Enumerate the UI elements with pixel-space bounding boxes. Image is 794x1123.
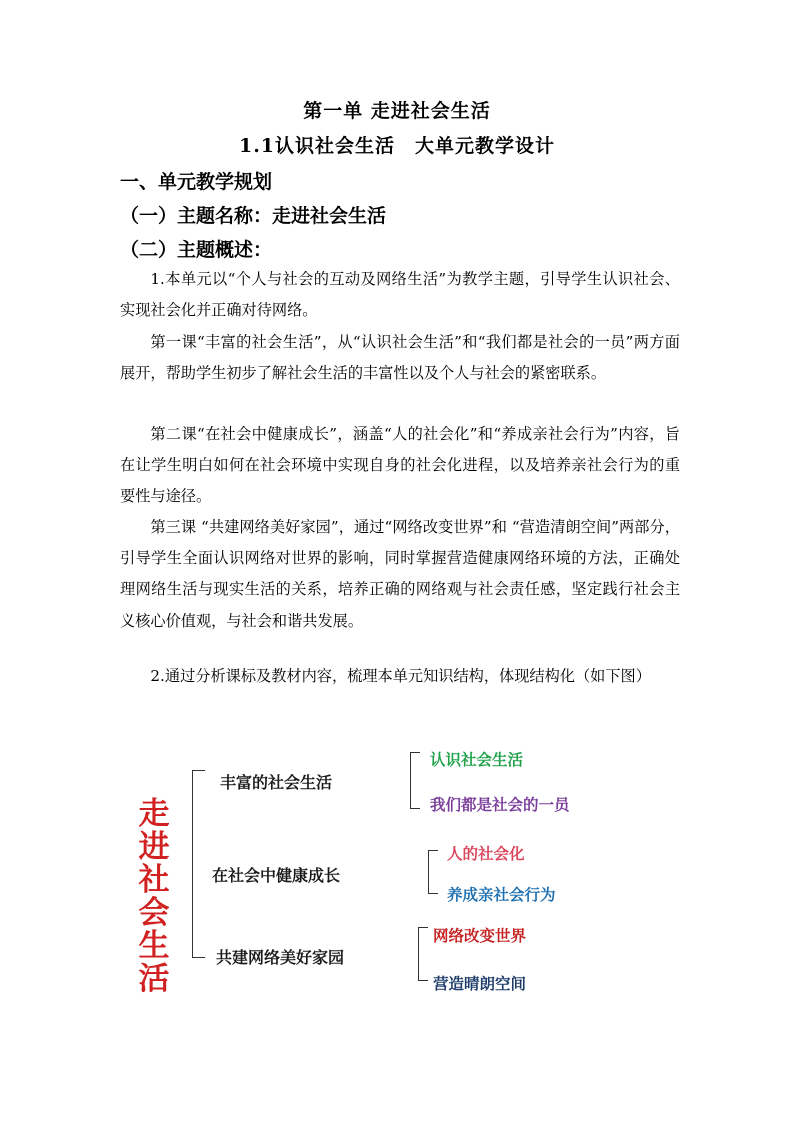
leaf-label-2-1: 人的社会化 bbox=[447, 845, 525, 863]
leaf-label-1-1: 认识社会生活 bbox=[430, 751, 524, 769]
page-title: 第一单 走进社会生活 bbox=[303, 100, 491, 122]
branch-brace-2 bbox=[428, 850, 438, 894]
section-heading-theme-overview: （二）主题概述： bbox=[120, 239, 273, 261]
leaf-label-2-2: 养成亲社会行为 bbox=[447, 886, 556, 904]
section-heading-theme-name: （一）主题名称：走进社会生活 bbox=[120, 205, 387, 227]
branch-brace-1 bbox=[410, 752, 420, 809]
section-heading-planning: 一、单元教学规划 bbox=[120, 171, 273, 193]
branch-label-2: 在社会中健康成长 bbox=[212, 866, 341, 885]
paragraph-lesson-one: 第一课“丰富的社会生活”，从“认识社会生活”和“我们都是社会的一员”两方面展开，帮助学生初步了解社会生活的丰富性以及个人与社会的紧密联系。 bbox=[120, 333, 680, 383]
paragraph-intro: 1.本单元以“个人与社会的互动及网络生活”为教学主题，引导学生认识社会、实现社会化并正确对待网络。 bbox=[120, 270, 680, 320]
paragraph-lesson-three: 第三课 “共建网络美好家园”，通过“网络改变世界”和 “营造清朗空间”两部分，引导学生全面认识网络对世界的影响，同时掌握营造健康网络环境的方法，正确处理网络生活与现实生活的关系，培养正确的网络观与社会责任感，坚定践行社会主义核心价值观，与社会和谐共发展。 bbox=[120, 518, 680, 630]
branch-brace-3 bbox=[418, 927, 428, 981]
paragraph-lesson-two: 第二课“在社会中健康成长”，涵盖“人的社会化”和“养成亲社会行为”内容，旨在让学生明白如何在社会环境中实现自身的社会化进程，以及培养亲社会行为的重要性与途径。 bbox=[120, 425, 680, 506]
leaf-label-3-1: 网络改变世界 bbox=[433, 927, 527, 945]
paragraph-structure: 2.通过分析课标及教材内容，梳理本单元知识结构，体现结构化（如下图） bbox=[150, 667, 651, 685]
branch-label-3: 共建网络美好家园 bbox=[216, 948, 345, 967]
diagram-root: 走进社会生活 bbox=[138, 796, 170, 997]
knowledge-structure-diagram bbox=[120, 730, 680, 1010]
branch-label-1: 丰富的社会生活 bbox=[220, 773, 333, 792]
leaf-label-3-2: 营造晴朗空间 bbox=[433, 975, 527, 993]
leaf-label-1-2: 我们都是社会的一员 bbox=[430, 796, 570, 814]
main-brace bbox=[192, 770, 205, 958]
page-subtitle: 1.1认识社会生活 大单元教学设计 bbox=[238, 135, 556, 157]
